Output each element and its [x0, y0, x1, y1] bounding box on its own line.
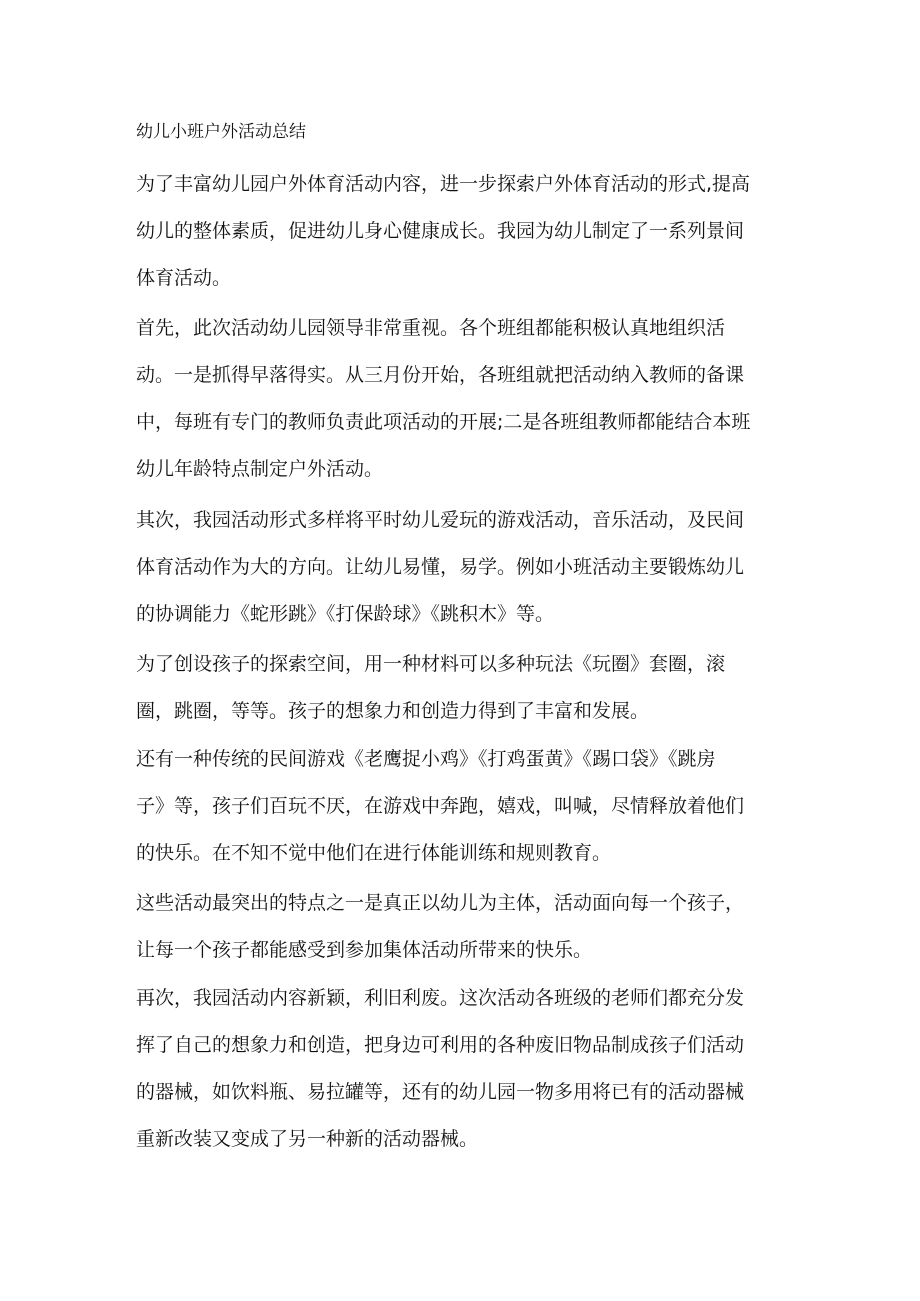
paragraph-4	[136, 641, 725, 735]
text-line: 的器械，如饮料瓶、易拉罐等，还有的幼儿园一物多用将已有的活动器械	[136, 1081, 745, 1103]
paragraph-5	[136, 736, 744, 877]
text-line: 重新改装又变成了另一种新的活动器械。	[136, 1128, 479, 1150]
text-line: 子》等，孩子们百玩不厌，在游戏中奔跑，嬉戏，叫喊，尽情释放着他们	[136, 795, 745, 817]
text-line: 其次，我园活动形式多样将平时幼儿爱玩的游戏活动，音乐活动，及民间	[136, 509, 745, 531]
text-line: 的协调能力《蛇形跳》《打保龄球》《跳积木》等。	[136, 603, 555, 625]
paragraph-7	[136, 975, 744, 1163]
text-line: 体育活动作为大的方向。让幼儿易懂，易学。例如小班活动主要锻炼幼儿	[136, 556, 745, 578]
text-line: 再次，我园活动内容新颖，利旧利废。这次活动各班级的老师们都充分发	[136, 987, 745, 1009]
text-line: 圈，跳圈，等等。孩子的想象力和创造力得到了丰富和发展。	[136, 700, 650, 722]
paragraph-3	[136, 497, 744, 638]
text-line: 挥了自己的想象力和创造，把身边可利用的各种废旧物品制成孩子们活动	[136, 1034, 745, 1056]
text-line: 为了创设孩子的探索空间，用一种材料可以多种玩法《玩圈》套圈，滚	[136, 653, 726, 675]
paragraph-2	[136, 305, 750, 493]
paragraph-6	[136, 880, 744, 974]
document-title: 幼儿小班户外活动总结	[136, 122, 306, 142]
text-line: 首先，此次活动幼儿园领导非常重视。各个班组都能积极认真地组织活	[136, 317, 726, 339]
text-line: 幼儿年龄特点制定户外活动。	[136, 458, 384, 480]
text-line: 的快乐。在不知不觉中他们在进行体能训练和规则教育。	[136, 842, 612, 864]
text-line: 体育活动。	[136, 267, 232, 289]
paragraph-1	[136, 161, 750, 302]
text-line: 幼儿的整体素质，促进幼儿身心健康成长。我园为幼儿制定了一系列景间	[136, 220, 745, 242]
text-line: 为了丰富幼儿园户外体育活动内容，进一步探索户外体育活动的形式,提高	[136, 173, 751, 195]
text-line: 还有一种传统的民间游戏《老鹰捉小鸡》《打鸡蛋黄》《踢口袋》《跳房	[136, 748, 716, 770]
text-line: 动。一是抓得早落得实。从三月份开始，各班组就把活动纳入教师的备课	[136, 364, 745, 386]
text-line: 中，每班有专门的教师负责此项活动的开展;二是各班组教师都能结合本班	[136, 411, 751, 433]
text-line: 这些活动最突出的特点之一是真正以幼儿为主体，活动面向每一个孩子，	[136, 892, 745, 914]
text-line: 让每一个孩子都能感受到参加集体活动所带来的快乐。	[136, 939, 593, 961]
